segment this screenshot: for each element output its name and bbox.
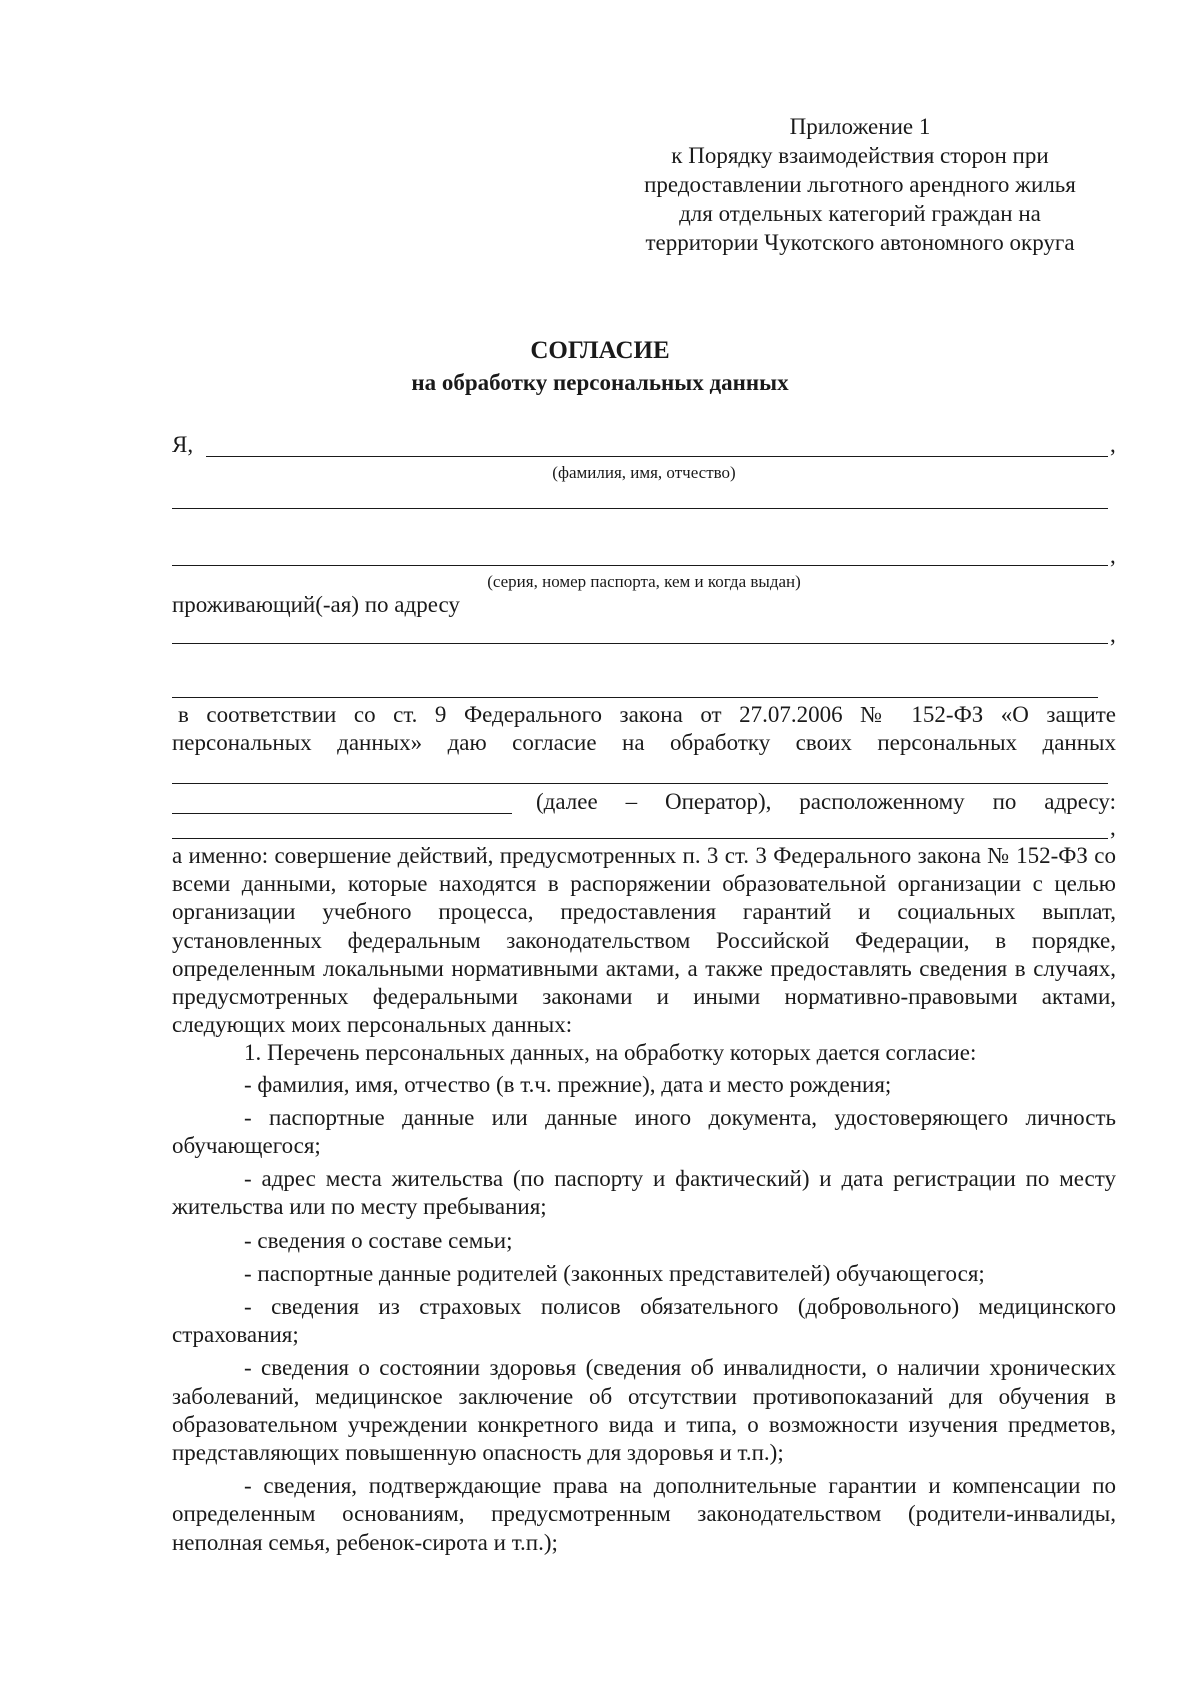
list-item: - фамилия, имя, отчество (в т.ч. прежние), дата и место рождения;	[244, 1071, 892, 1097]
list-item: - сведения из страховых полисов обязательного (добровольного) медицинского страхования;	[172, 1294, 1116, 1348]
appendix-line: к Порядку взаимодействия сторон при	[671, 143, 1049, 168]
appendix-header	[600, 112, 1120, 257]
comma: ,	[1110, 622, 1116, 647]
operator-address-blank-line[interactable]	[172, 838, 1108, 839]
address-label: проживающий(-ая) по адресу	[172, 592, 460, 617]
appendix-line: территории Чукотского автономного округа	[645, 230, 1075, 255]
list-item: - сведения о состоянии здоровья (сведения об инвалидности, о наличии хронических заболеваний, медицинское заключение об отсутствии противопоказаний для обучения в образовательном учреждении конкретного вида и типа, о возможности изучения предметов, представляющих повышенную опасность для здоровья и т.п.);	[172, 1355, 1116, 1466]
passport-blank-line-2[interactable]	[172, 565, 1108, 566]
consent-intro: а именно: совершение действий, предусмотренных п. 3 ст. 3 Федерального закона № 152-ФЗ со всеми данными, которые находятся в распоряжении образовательной организации с целью организации учебного процесса, предоставления гарантий и социальных выплат, установленных федеральным законодательством Российской Федерации, в порядке, определенным локальными нормативными актами, а также предоставлять сведения в случаях, предусмотренных федеральными законами и иными нормативно-правовыми актами, следующих моих персональных данных:	[172, 843, 1116, 1038]
document-title: СОГЛАСИЕ	[530, 337, 670, 364]
operator-text: (далее – Оператор), расположенному по адресу:	[536, 789, 1116, 814]
passport-caption: (серия, номер паспорта, кем и когда выдан)	[487, 572, 801, 591]
passport-blank-line-1[interactable]	[172, 508, 1108, 509]
consent-line-1: в соответствии со ст. 9 Федерального закона от 27.07.2006 № 152-ФЗ «О защите	[178, 702, 1116, 727]
appendix-line: предоставлении льготного арендного жилья	[644, 172, 1076, 197]
document-body	[172, 842, 1116, 1557]
operator-name-blank-line[interactable]	[172, 783, 1108, 784]
list-item: - сведения, подтверждающие права на дополнительные гарантии и компенсации по определенным основаниям, предусмотренным законодательством (родители-инвалиды, неполная семья, ребенок-сирота и т.п.);	[172, 1473, 1116, 1555]
ya-label: Я,	[172, 432, 194, 457]
document-subtitle: на обработку персональных данных	[411, 370, 789, 395]
fio-caption: (фамилия, имя, отчество)	[552, 463, 736, 482]
list-item: - паспортные данные родителей (законных представителей) обучающегося;	[244, 1260, 985, 1286]
appendix-line: для отдельных категорий граждан на	[679, 201, 1041, 226]
comma: ,	[1110, 543, 1116, 568]
list-heading: 1. Перечень персональных данных, на обработку которых дается согласие:	[244, 1040, 977, 1066]
address-blank-line-1[interactable]	[172, 643, 1108, 644]
fio-blank-line[interactable]	[206, 456, 1108, 457]
list-item: - адрес места жительства (по паспорту и фактический) и дата регистрации по месту жительства или по месту пребывания;	[172, 1166, 1116, 1220]
list-item: - сведения о составе семьи;	[244, 1227, 513, 1253]
list-item: - паспортные данные или данные иного документа, удостоверяющего личность обучающегося;	[172, 1104, 1116, 1159]
comma: ,	[1110, 432, 1116, 457]
operator-short-blank-line[interactable]	[172, 813, 512, 814]
appendix-line: Приложение 1	[789, 114, 931, 139]
consent-line-2: персональных данных» даю согласие на обработку своих персональных данных	[172, 730, 1116, 755]
comma: ,	[1110, 815, 1116, 840]
address-blank-line-2[interactable]	[172, 697, 1098, 698]
